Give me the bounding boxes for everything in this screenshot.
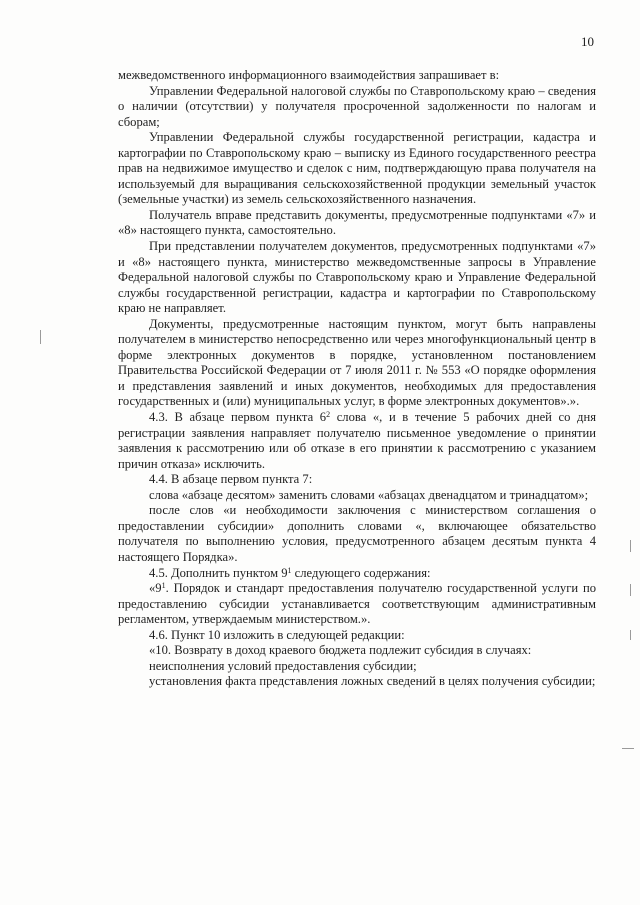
paragraph-no-interagency-requests: При представлении получателем документов, предусмотренных подпунктами «7» и «8» настоящего пункта, министерство межведомственные запросы в Управление Федеральной налоговой службы по Ставропольскому краю и Управление Федеральной службы государственной регистрации, кадастра и картографии по Ставропольскому краю не направляет.	[118, 239, 596, 316]
document-body	[118, 68, 596, 690]
item-4-3-text-before: 4.3. В абзаце первом пункта 6	[149, 410, 327, 425]
item-4-5-superscript: 1	[287, 565, 292, 575]
scan-mark	[622, 748, 634, 749]
item-9-1-superscript: 1	[161, 581, 166, 591]
item-4-3-text-after: слова «, и в течение 5 рабочих дней со дня регистрации заявления направляет получателю письменное уведомление о принятии заявления к рассмотрению или об отказе в его принятии к рассмотрению с указанием причин отказа» исключить.	[118, 410, 596, 471]
item-4-5-text-before: 4.5. Дополнить пунктом 9	[149, 565, 288, 580]
paragraph-add-words: после слов «и необходимости заключения с министерством соглашения о предоставлении субсидии» дополнить словами «, включающее обязательство получателя по выполнению условия, предусмотренного абзацем десятым пункта 4 настоящего Порядка».	[118, 503, 596, 564]
item-9-1-text-after: . Порядок и стандарт предоставления получателю государственной услуги по предоставлению субсидии устанавливается соответствующим административным регламентом, утверждаемым министерством.».	[118, 581, 596, 627]
paragraph-false-information: установления факта представления ложных сведений в целях получения субсидии;	[149, 674, 596, 689]
paragraph-item-4-4: 4.4. В абзаце первом пункта 7:	[149, 472, 313, 487]
scan-mark	[40, 330, 41, 344]
scan-mark	[630, 540, 631, 552]
item-4-5-text-after: следующего содержания:	[291, 565, 431, 580]
page-number: 10	[581, 34, 594, 49]
item-9-1-text-before: «9	[149, 581, 162, 596]
paragraph-item-9-1	[118, 581, 596, 628]
paragraph-electronic-documents: Документы, предусмотренные настоящим пунктом, могут быть направлены получателем в министерство непосредственно или через многофункциональный центр в форме электронных документов в порядке, установленном постановлением Правительства Российской Федерации от 7 июля 2011 г. № 553 «О порядке оформления и представления заявлений и иных документов, необходимых для предоставления государственных и (или) муниципальных услуг, в форме электронных документов».».	[118, 316, 596, 409]
paragraph-registry-request: Управлении Федеральной службы государственной регистрации, кадастра и картографии по Ставропольскому краю – выписку из Единого государственного реестра прав на недвижимое имущество и сделок с ним, подтверждающую права получателя на используемый для выращивания сельскохозяйственной продукции земельный участок (земельные участки) из земель сельскохозяйственного назначения.	[118, 130, 596, 207]
paragraph-intro: межведомственного информационного взаимодействия запрашивает в:	[118, 68, 500, 82]
paragraph-non-fulfillment: неисполнения условий предоставления субсидии;	[149, 658, 417, 673]
paragraph-replace-words: слова «абзаце десятом» заменить словами «абзацах двенадцатом и тринадцатом»;	[149, 487, 589, 502]
paragraph-recipient-right: Получатель вправе представить документы, предусмотренные подпунктами «7» и «8» настоящего пункта, самостоятельно.	[118, 207, 596, 238]
scan-mark	[630, 584, 631, 596]
paragraph-tax-service-request: Управлении Федеральной налоговой службы по Ставропольскому краю – сведения о наличии (отсутствии) у получателя просроченной задолженности по налогам и сборам;	[118, 83, 596, 129]
item-4-3-superscript: 2	[326, 410, 331, 420]
paragraph-item-4-3	[118, 410, 596, 472]
paragraph-item-10: «10. Возврату в доход краевого бюджета подлежит субсидия в случаях:	[149, 643, 532, 658]
scan-mark	[630, 630, 631, 640]
paragraph-item-4-5	[118, 566, 596, 582]
paragraph-item-4-6: 4.6. Пункт 10 изложить в следующей редакции:	[149, 627, 405, 642]
